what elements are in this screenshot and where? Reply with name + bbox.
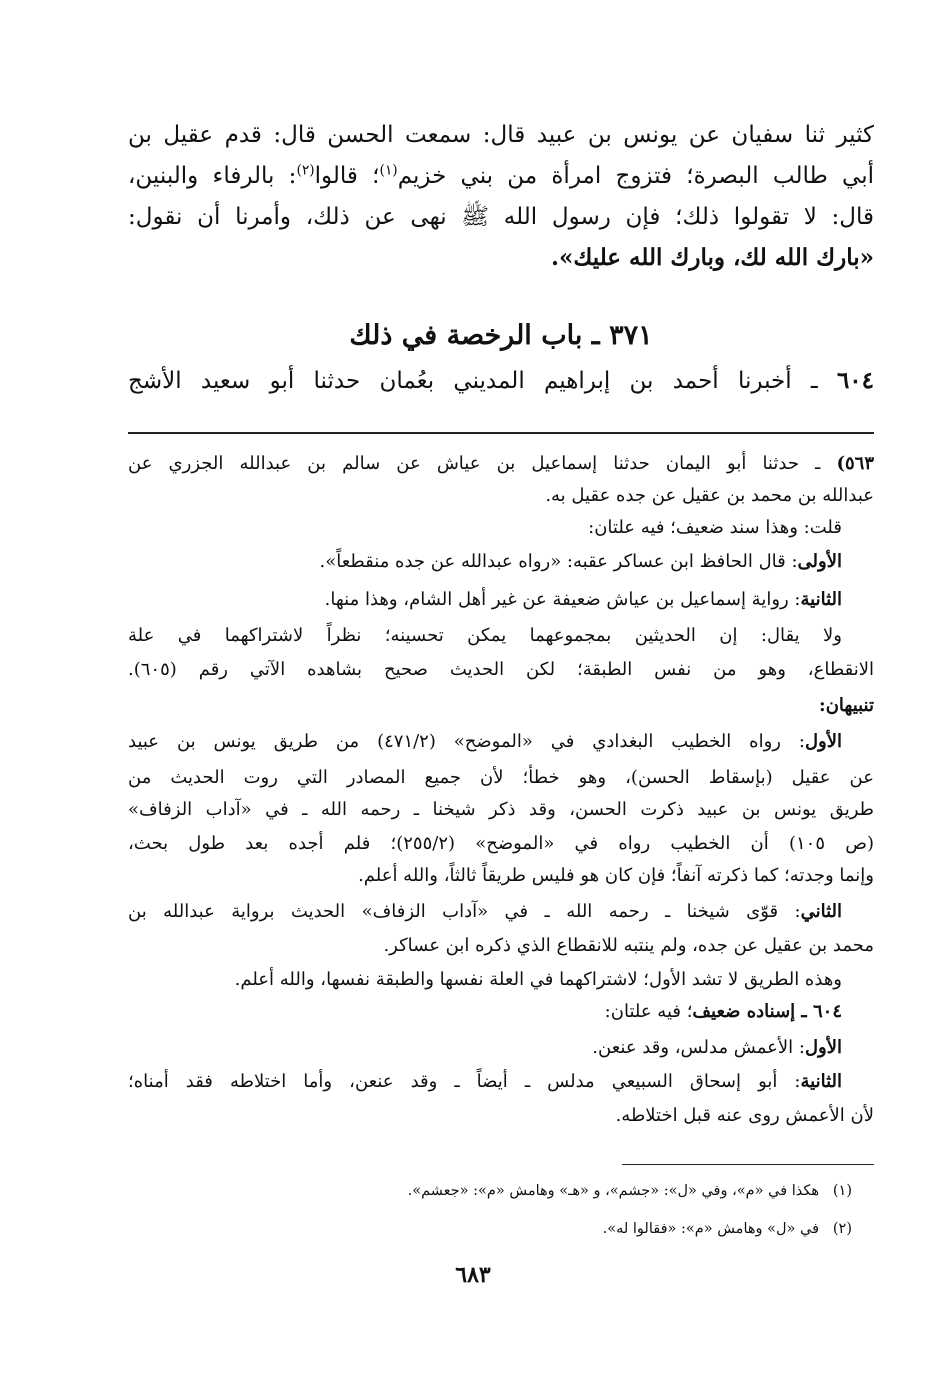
note-text: ـ حدثنا أبو اليمان حدثنا إسماعيل بن عياش عن سالم بن عبدالله الجزري عن xyxy=(128,453,837,474)
note-line: وإنما وجدته؛ كما ذكرته آنفاً؛ فإن كان هو فليس طريقاً ثالثاً، والله أعلم. xyxy=(358,865,874,886)
note-text: : رواية إسماعيل بن عياش ضعيفة عن غير أهل الشام، وهذا منها. xyxy=(324,589,801,610)
note-text: ؛ فيه علتان: xyxy=(604,1001,693,1022)
footnote-ref: (٢) xyxy=(296,162,315,179)
note-line: تنبيهان: xyxy=(819,695,874,716)
note-text: : قوّى شيخنا ـ رحمه الله ـ في «آداب الزفاف» الحديث برواية عبدالله بن xyxy=(128,901,801,922)
main-text-fragment: : بالرفاء والبنين، xyxy=(128,163,297,189)
note-line xyxy=(128,450,874,480)
footnote-ref: (١) xyxy=(379,162,398,179)
note-label: الأول xyxy=(804,1037,842,1058)
main-text-fragment: أبي طالب البصرة؛ فتزوج امرأة من بني خزيم xyxy=(397,163,874,189)
note-line: عن عقيل (بإسقاط الحسن)، وهو خطأ؛ لأن جميع المصادر التي روت الحديث من xyxy=(128,767,874,788)
main-line: قال: لا تقولوا ذلك؛ فإن رسول الله ﷺ نهى عن ذلك، وأمرنا أن نقول: xyxy=(128,204,874,230)
main-line xyxy=(128,159,874,195)
separator-rule xyxy=(128,432,874,434)
footnote-rule xyxy=(622,1164,874,1165)
main-line: كثير ثنا سفيان عن يونس بن عبيد قال: سمعت الحسن قال: قدم عقيل بن xyxy=(128,122,874,148)
note-line: قلت: وهذا سند ضعيف؛ فيه علتان: xyxy=(588,517,842,538)
note-line xyxy=(128,728,874,758)
note-label: الأولى xyxy=(797,551,842,572)
note-text: : رواه الخطيب البغدادي في «الموضح» (٤٧١/٢) من طريق يونس بن عبيد xyxy=(128,731,805,752)
note-line: عبدالله بن محمد بن عقيل عن جده عقيل به. xyxy=(545,485,874,506)
note-text: : قال الحافظ ابن عساكر عقبه: «رواه عبدالله عن جده منقطعاً». xyxy=(319,551,798,572)
note-line xyxy=(128,1068,874,1098)
note-number: ٥٦٣) xyxy=(836,453,874,474)
note-line xyxy=(128,1034,874,1064)
footnote-number: (٢) xyxy=(832,1221,852,1237)
footnote xyxy=(128,1218,874,1242)
hadith-number: ٦٠٤ xyxy=(836,367,874,394)
note-label: الأول xyxy=(804,731,842,752)
note-line: (ص ١٠٥) أن الخطيب رواه في «الموضح» (٢٥٥/٢)؛ فلم أجده بعد طول بحث، xyxy=(128,833,874,854)
footnote-text: هكذا في «م»، وفي «ل»: «جشم»، و «هـ» وهامش «م»: «جعشم». xyxy=(407,1183,820,1199)
footnote-text: في «ل» وهامش «م»: «فقالوا له». xyxy=(602,1221,820,1237)
footnote xyxy=(128,1180,874,1204)
note-line: طريق يونس بن عبيد ذكرت الحسن، وقد ذكر شيخنا ـ رحمه الله ـ في «آداب الزفاف» xyxy=(128,799,874,820)
note-line: لأن الأعمش روى عنه قبل اختلاطه. xyxy=(615,1105,874,1126)
footnote-number: (١) xyxy=(832,1183,852,1199)
note-line: وهذه الطريق لا تشد الأول؛ لاشتراكهما في العلة نفسها والطبقة نفسها، والله أعلم. xyxy=(234,969,842,990)
note-label: الثانية xyxy=(800,589,842,610)
note-line: محمد بن عقيل عن جده، ولم ينتبه للانقطاع الذي ذكره ابن عساكر. xyxy=(383,935,874,956)
note-line xyxy=(128,998,874,1028)
note-text: : أبو إسحاق السبيعي مدلس ـ أيضاً ـ وقد عنعن، وأما اختلاطه فقد أمناه؛ xyxy=(128,1071,801,1092)
note-label: الثانية xyxy=(800,1071,842,1092)
section-heading: ٣٧١ ـ باب الرخصة في ذلك xyxy=(349,320,653,351)
hadith-line xyxy=(128,364,874,400)
note-line: الانقطاع، وهو من نفس الطبقة؛ لكن الحديث صحيح بشاهده الآتي رقم (٦٠٥). xyxy=(128,659,874,680)
hadith-text: ـ أخبرنا أحمد بن إبراهيم المديني بعُمان حدثنا أبو سعيد الأشج xyxy=(128,368,837,394)
note-line xyxy=(128,548,874,578)
note-label: ٦٠٤ ـ إسناده ضعيف xyxy=(692,1001,842,1022)
page-number: ٦٨٣ xyxy=(455,1262,491,1288)
note-line xyxy=(128,898,874,928)
main-text-fragment: ؛ قالوا xyxy=(314,163,380,189)
main-line: «بارك الله لك، وبارك الله عليك». xyxy=(550,244,874,271)
note-line: ولا يقال: إن الحديثين بمجموعهما يمكن تحسينه؛ نظراً لاشتراكهما في علة xyxy=(128,625,842,646)
note-label: الثاني xyxy=(800,901,842,922)
note-text: : الأعمش مدلس، وقد عنعن. xyxy=(592,1037,805,1058)
note-line xyxy=(128,586,874,616)
